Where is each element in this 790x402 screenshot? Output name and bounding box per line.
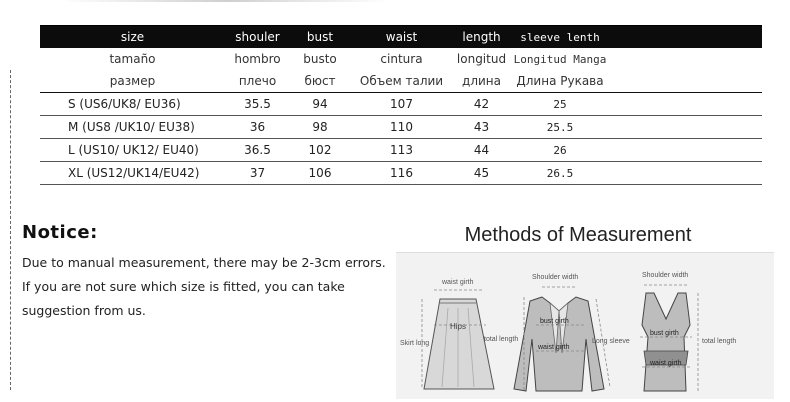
ru-shoulder: плечо [225,70,290,93]
skirt-length-label: Skirt long [400,340,430,347]
row-size: XL (US12/UK14/EU42) [40,162,225,185]
row-waist: 116 [350,162,453,185]
vest-bust-label: bust girth [650,330,679,337]
size-chart-table [40,25,762,185]
header-waist: waist [350,26,453,49]
header-sleeve: sleeve lenth [510,26,610,49]
row-shoulder: 36 [225,116,290,139]
header-blank [610,26,762,49]
header-length: length [453,26,510,49]
row-length: 43 [453,116,510,139]
row-bust: 98 [290,116,350,139]
row-sleeve: 25 [510,93,610,116]
row-sleeve: 26 [510,139,610,162]
es-waist: cintura [380,52,423,66]
row-shoulder: 35.5 [225,93,290,116]
notice-line: If you are not sure which size is fitted, you can take [22,279,345,294]
row-shoulder: 36.5 [225,139,290,162]
jacket-bust-label: bust girth [540,318,569,325]
es-shoulder: hombro [234,52,281,66]
header-size: size [40,26,225,49]
jacket-shoulder-label: Shoulder width [532,274,579,281]
jacket-length-label: total length [484,336,519,343]
vest-waist-label: waist girth [650,360,682,367]
methods-title: Methods of Measurement [464,224,692,246]
table-header-row [40,26,762,49]
row-length: 45 [453,162,510,185]
ru-size: размер [40,70,225,93]
vest-shoulder-label: Shoulder width [642,272,689,279]
notice-line: Due to manual measurement, there may be 2-3cm errors. [22,255,386,270]
header-bust: bust [290,26,350,49]
table-row [40,93,762,116]
notice-section [22,222,392,323]
skirt-illustration [400,279,494,389]
vest-length-label: total length [702,338,737,345]
es-bust: busto [303,52,337,66]
ru-sleeve: Длина Рукава [510,70,610,93]
row-waist: 113 [350,139,453,162]
table-row [40,162,762,185]
row-bust: 94 [290,93,350,116]
dashed-guide-line [10,70,11,390]
russian-label-row [40,70,762,93]
vest-illustration [640,272,736,391]
row-length: 44 [453,139,510,162]
es-length: longitud [456,52,507,66]
row-size: S (US6/UK8/ EU36) [40,93,225,116]
jacket-illustration [484,274,630,391]
es-size: tamaño [109,52,156,66]
header-shoulder: shouler [225,26,290,49]
measurement-illustration [396,252,774,399]
notice-line: suggestion from us. [22,303,146,318]
ru-waist: Объем талии [350,70,453,93]
spanish-label-row [40,48,762,70]
row-shoulder: 37 [225,162,290,185]
row-waist: 110 [350,116,453,139]
ru-bust: бюст [290,70,350,93]
row-waist: 107 [350,93,453,116]
notice-title: Notice: [22,222,98,243]
skirt-waist-label: waist girth [442,279,474,286]
row-length: 42 [453,93,510,116]
row-size: M (US8 /UK10/ EU38) [40,116,225,139]
table-row [40,139,762,162]
row-sleeve: 25.5 [510,116,610,139]
es-sleeve: Longitud Manga [513,52,607,66]
jacket-sleeve-label: Long sleeve [592,338,630,345]
row-bust: 106 [290,162,350,185]
row-sleeve: 26.5 [510,162,610,185]
table-row [40,116,762,139]
row-size: L (US10/ UK12/ EU40) [40,139,225,162]
ru-length: длина [453,70,510,93]
row-bust: 102 [290,139,350,162]
top-divider [60,0,390,2]
skirt-hips-label: Hips [450,322,467,331]
jacket-waist-label: waist girth [538,344,570,351]
